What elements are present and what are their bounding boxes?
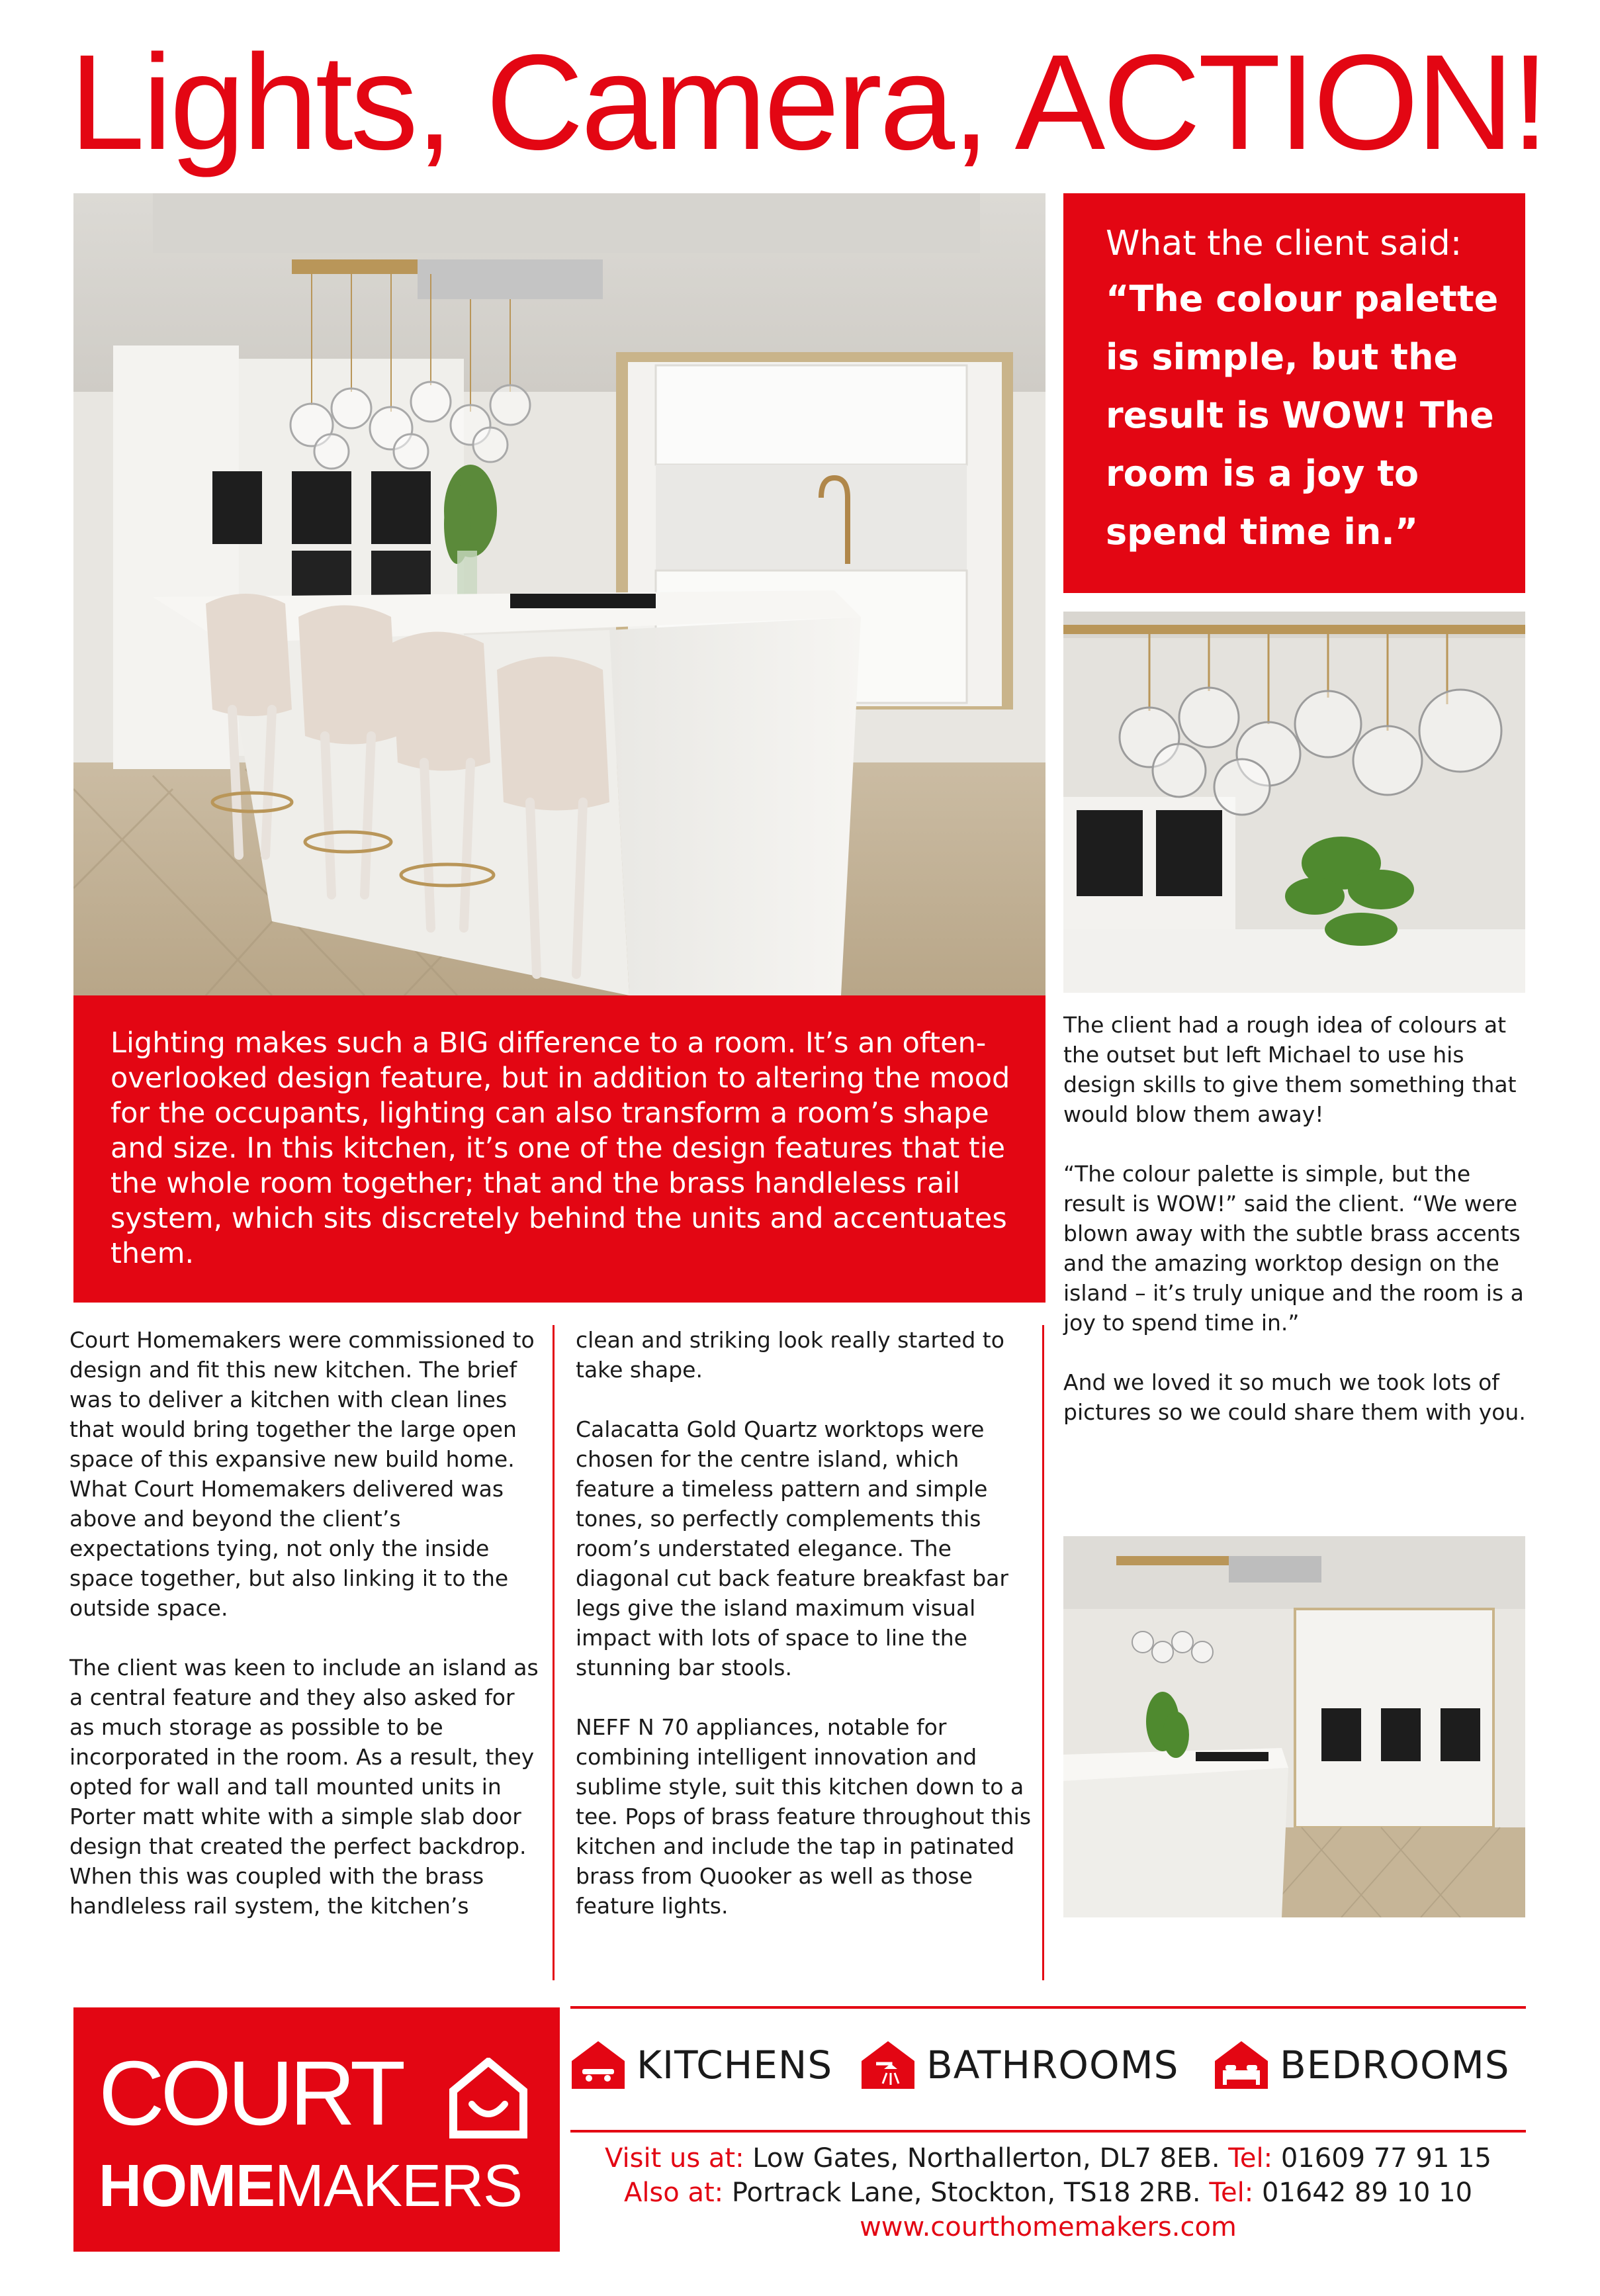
quote-text: “The colour palette is simple, but the result is WOW! The room is a joy to spend time in.” [1106, 278, 1499, 553]
tel-label: Tel: [1209, 2178, 1254, 2208]
paragraph: The client had a rough idea of colours at the outset but left Michael to use his design skills to give them something that would blow them away! [1063, 1012, 1517, 1127]
bedroom-icon [1214, 2040, 1269, 2090]
pendant-lights-photo [1063, 612, 1525, 993]
service-kitchens [570, 2040, 832, 2090]
page-headline: Lights, Camera, ACTION! [69, 26, 1547, 178]
visit-label: Visit us at: [605, 2143, 744, 2174]
logo-house-icon [449, 2058, 527, 2138]
service-bathrooms-label: BATHROOMS [926, 2043, 1179, 2088]
client-quote-box [1063, 193, 1525, 593]
service-bedrooms-label: BEDROOMS [1280, 2043, 1510, 2088]
paragraph: Calacatta Gold Quartz worktops were chosen for the centre island, which feature a timeless pattern and simple tones, so perfectly complements this room’s understated elegance. The diagonal cut back feature breakfast bar legs give the island maximum visual impact with lots of space to line the stunning bar stools. [576, 1416, 1008, 1680]
also-label: Also at: [623, 2178, 724, 2208]
paragraph: Court Homemakers were commissioned to design and fit this new kitchen. The brief was to deliver a kitchen with clean lines that would bring together the large open space of this expansive new build home. What Court Homemakers delivered was above and beyond the client’s expectations tying, not only the inside space together, but also linking it to the outside space. [69, 1327, 535, 1621]
article-column-3 [1063, 1010, 1527, 1427]
court-homemakers-logo [73, 2007, 560, 2252]
service-bedrooms [1214, 2040, 1510, 2090]
logo-makers: MAKERS [275, 2153, 523, 2219]
logo-home-bold: HOME [99, 2153, 275, 2219]
column-divider [553, 1325, 555, 1980]
kitchen-island-photo [73, 193, 1045, 995]
logo-homemakers-text [99, 2154, 522, 2218]
intro-box [73, 995, 1045, 1303]
article-column-2 [576, 1325, 1032, 1921]
main-address-line [570, 2142, 1526, 2175]
tel-label: Tel: [1228, 2143, 1273, 2174]
paragraph: And we loved it so much we took lots of pictures so we could share them with you. [1063, 1369, 1526, 1425]
column-divider [1042, 1325, 1044, 1980]
service-bathrooms [860, 2040, 1178, 2090]
tel-number[interactable]: 01609 77 91 15 [1280, 2143, 1491, 2174]
logo-court-text: COURT [99, 2043, 402, 2144]
full-kitchen-photo [1063, 1536, 1525, 1917]
paragraph: NEFF N 70 appliances, notable for combining intelligent innovation and sublime style, suit this kitchen down to a tee. Pops of brass feature throughout this kitchen and include the tap in patinated brass from Quooker as well as those feature lights. [576, 1714, 1032, 1919]
bathroom-icon [860, 2040, 916, 2090]
article-column-1 [69, 1325, 539, 1921]
also-address: Portrack Lane, Stockton, TS18 2RB. [731, 2178, 1201, 2208]
service-kitchens-label: KITCHENS [637, 2043, 833, 2088]
tel-number[interactable]: 01642 89 10 10 [1261, 2178, 1473, 2208]
intro-text: Lighting makes such a BIG difference to a room. It’s an often-overlooked design feature, but in addition to altering the mood for the occupants, lighting can also transform a room’s shape and size. In this kitchen, it’s one of the design features that tie the whole room together; that and the brass handleless rail system, which sits discretely behind the units and accentuates them. [111, 1027, 1010, 1270]
quote-lead: What the client said: [1106, 224, 1462, 263]
paragraph: “The colour palette is simple, but the result is WOW!” said the client. “We were blown away with the subtle brass accents and the amazing worktop design on the island – it’s truly unique and the room is a joy to spend time in.” [1063, 1161, 1524, 1336]
paragraph: The client was keen to include an island as a central feature and they also asked for as much storage as possible to be incorporated in the room. As a result, they opted for wall and tall mounted units in Porter matt white with a simple slab door design that created the perfect backdrop. When this was coupled with the brass handleless rail system, the kitchen’s [69, 1655, 539, 1919]
paragraph: clean and striking look really started to take shape. [576, 1327, 1004, 1383]
website-line [570, 2211, 1526, 2244]
second-address-line [570, 2176, 1526, 2209]
visit-address: Low Gates, Northallerton, DL7 8EB. [752, 2143, 1220, 2174]
footer-divider [570, 2006, 1526, 2009]
footer-divider [570, 2130, 1526, 2133]
website-link[interactable]: www.courthomemakers.com [860, 2212, 1237, 2242]
kitchen-icon [570, 2040, 626, 2090]
